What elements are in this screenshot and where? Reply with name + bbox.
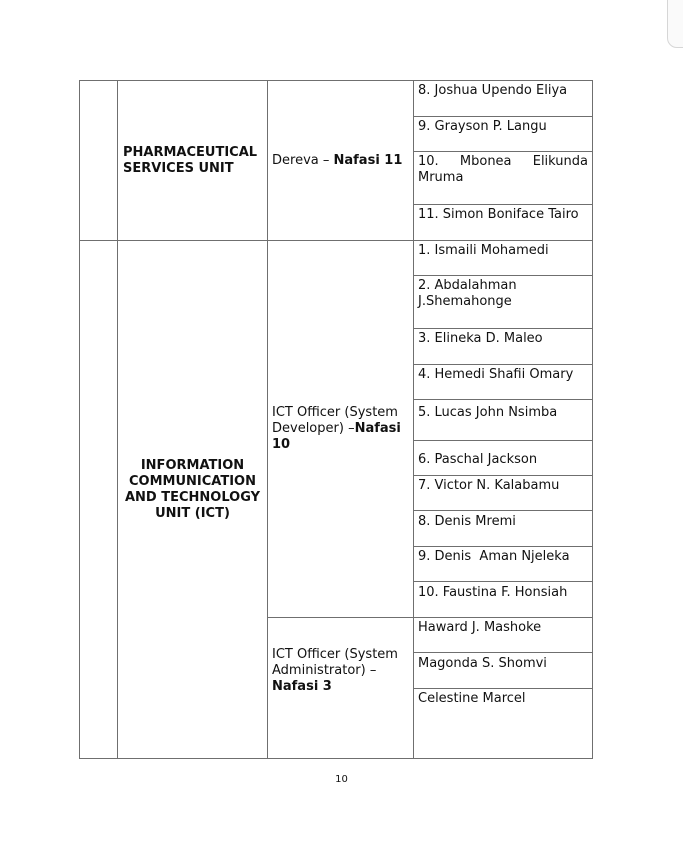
pharmacy-staff-2: 9. Grayson P. Langu (418, 119, 547, 134)
ict-admin-staff-2: Magonda S. Shomvi (418, 656, 547, 671)
pharmacy-nafasi: Nafasi 11 (333, 153, 403, 168)
ict-developer-staff-8: 8. Denis Mremi (418, 514, 516, 529)
ict-admin-post-title: ICT Officer (System Administrator) – (272, 647, 398, 678)
ict-developer-staff-1: 1. Ismaili Mohamedi (418, 243, 549, 258)
ict-developer-post-title: ICT Officer (System Developer) – (272, 405, 398, 436)
ict-developer-staff-4: 4. Hemedi Shafii Omary (418, 367, 574, 382)
ict-developer-staff-10: 10. Faustina F. Honsiah (418, 585, 568, 600)
page-number: 10 (335, 774, 348, 785)
pharmacy-staff-3: 10. Mbonea Elikunda Mruma (418, 154, 588, 185)
ict-developer-staff-6: 6. Paschal Jackson (418, 452, 538, 467)
ict-developer-post (272, 405, 410, 453)
pharmacy-staff-1: 8. Joshua Upendo Eliya (418, 83, 568, 98)
ict-unit-name: INFORMATION COMMUNICATION AND TECHNOLOGY UNIT (ICT) (124, 458, 261, 521)
ict-developer-staff-5: 5. Lucas John Nsimba (418, 405, 558, 420)
ict-admin-staff-3: Celestine Marcel (418, 691, 526, 706)
pharmacy-post-title: Dereva – (272, 153, 330, 168)
ict-developer-staff-3: 3. Elineka D. Maleo (418, 331, 543, 346)
ict-developer-staff-7: 7. Victor N. Kalabamu (418, 478, 560, 493)
pharmacy-unit-name: PHARMACEUTICAL SERVICES UNIT (123, 145, 258, 176)
pharmacy-staff-4: 11. Simon Boniface Tairo (418, 207, 579, 222)
ict-developer-staff-2: 2. Abdalahman J.Shemahonge (418, 278, 517, 309)
ict-admin-post (272, 647, 410, 695)
ict-developer-nafasi: Nafasi 10 (272, 421, 401, 452)
pharmacy-post (272, 153, 412, 169)
ict-developer-staff-9: 9. Denis Aman Njeleka (418, 549, 570, 564)
ict-admin-nafasi: Nafasi 3 (272, 679, 332, 694)
ict-admin-staff-1: Haward J. Mashoke (418, 620, 542, 635)
